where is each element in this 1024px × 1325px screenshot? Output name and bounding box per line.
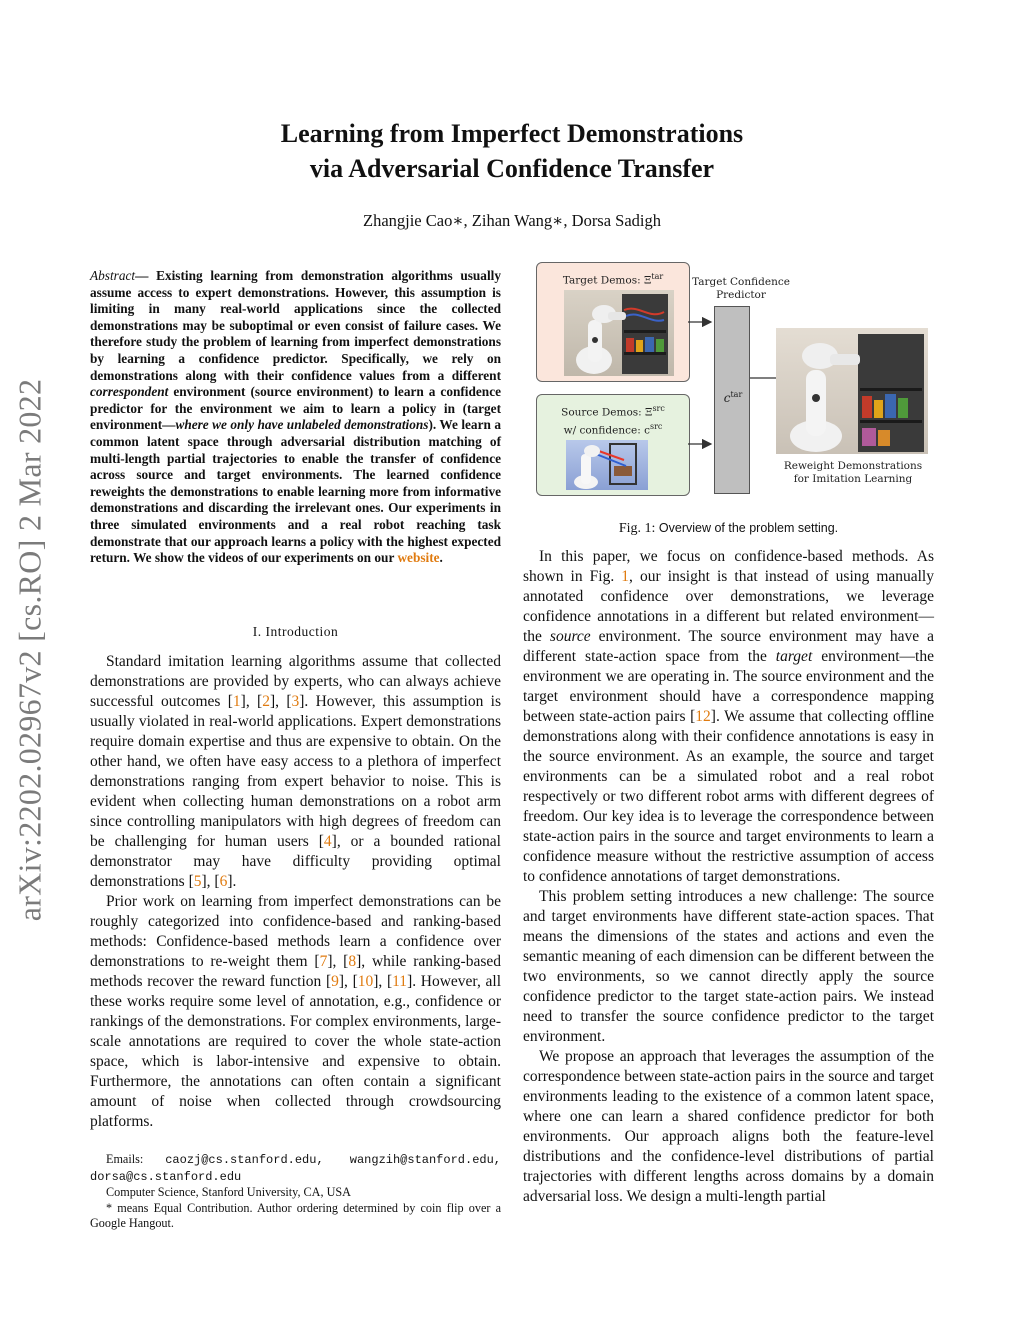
footnote-emails xyxy=(90,1152,501,1185)
source-confidence-text: w/ confidence: c xyxy=(563,424,650,436)
target-demos-sup: tar xyxy=(651,272,664,281)
source-demos-label xyxy=(538,402,688,437)
citation-link[interactable]: 9 xyxy=(331,973,339,990)
citation-link[interactable]: 10 xyxy=(357,973,374,990)
title-line-1: Learning from Imperfect Demonstrations xyxy=(280,119,744,148)
citation-link[interactable]: 5 xyxy=(193,873,202,890)
abstract xyxy=(90,268,501,567)
citation-link[interactable]: 12 xyxy=(695,708,711,725)
section-heading-introduction: I. Introduction xyxy=(252,624,339,639)
reweight-label-line-2: for Imitation Learning xyxy=(793,473,913,485)
robot-arm-real-icon xyxy=(776,328,928,454)
footnote-equal-contribution: * means Equal Contribution. Author ordering determined by coin flip over a Google Hangout. xyxy=(90,1200,501,1230)
right-paragraph-2: This problem setting introduces a new challenge: The source and target environments have different state-action spaces. That means the dimensions of the states and actions and even the semantic meaning of each dimension can be different between the two environments, so we cannot directly apply the source confidence predictor to the target state-action pairs. We instead need to transfer the source confidence predictor to the target environment. xyxy=(523,888,934,1045)
citation-link[interactable]: 7 xyxy=(319,953,328,970)
author-list: Zhangjie Cao∗, Zihan Wang∗, Dorsa Sadigh xyxy=(362,211,662,230)
c-tar-symbol: c xyxy=(723,391,731,405)
paragraph-text: environment—the environment we are operating in. The source environment and the target environment should have a correspondence mapping between state-action pairs [ xyxy=(523,648,934,725)
paragraph-text: Standard imitation learning algorithms assume that collected demonstrations are provided by experts, who can always achieve successful outcomes [ xyxy=(90,653,501,710)
abstract-label: Abstract xyxy=(90,268,136,283)
predictor-label-line-1: Target Confidence xyxy=(692,276,790,288)
paragraph-text: ]. xyxy=(227,873,237,890)
target-robot-photo xyxy=(564,290,674,376)
c-tar-sup: tar xyxy=(730,390,743,399)
reweight-label xyxy=(758,460,948,486)
paragraph-text: ]. However, all these works require some level of annotation, e.g., confidence or rankings of the demonstrations. For complex environments, large-scale annotations are required to cover the whole state-action space, which is labor-intensive and expensive to obtain. Furthermore, the annotations can often contain a significant amount of noise when collected through crowdsourcing platforms. xyxy=(90,973,501,1130)
right-column-text xyxy=(523,547,934,1207)
email-addresses: caozj@cs.stanford.edu, wangzih@stanford.edu, dorsa@cs.stanford.edu xyxy=(90,1153,501,1184)
paragraph-text: Prior work on learning from imperfect demonstrations can be roughly categorized into confidence-based and ranking-based methods: Confidence-based methods learn a confidence over demonstrations to re-weight them [ xyxy=(90,893,501,970)
arxiv-identifier: arXiv:2202.02967v2 [cs.RO] 2 Mar 2022 xyxy=(11,378,48,922)
right-paragraph-3: We propose an approach that leverages the assumption of the correspondence between state-action pairs in the source and target environments leading to the existence of a common latent space, where one can learn a shared confidence predictor for both environments. Our approach aligns both the feature-level distributions and the confidence-level distributions of partial trajectories with different lengths across domains by a domain adversarial loss. We design a multi-length partial xyxy=(523,1048,934,1205)
website-link[interactable]: website xyxy=(397,550,440,566)
source-confidence-line xyxy=(538,420,688,438)
citation-link[interactable]: 4 xyxy=(323,833,332,850)
source-demos-text: Source Demos: Ξ xyxy=(561,406,653,419)
paragraph-text: ], or a bounded rational demonstrator may have difficulty providing optimal demonstrations [ xyxy=(90,833,501,890)
figure-1 xyxy=(536,262,934,494)
reweight-label-line-1: Reweight Demonstrations xyxy=(783,460,923,472)
robot-arm-icon xyxy=(564,290,674,376)
reweight-robot-photo xyxy=(776,328,928,454)
paragraph-text: environment. The source environment may have a different state-action space from the xyxy=(523,628,935,665)
abstract-text: . xyxy=(439,550,443,566)
abstract-italic: correspondent xyxy=(90,384,169,400)
source-demos-line xyxy=(538,402,688,420)
paragraph-text: ], [ xyxy=(201,873,220,890)
citation-link[interactable]: 8 xyxy=(348,953,357,970)
title-line-2: via Adversarial Confidence Transfer xyxy=(309,154,715,183)
citation-link[interactable]: 2 xyxy=(262,693,270,710)
citation-link[interactable]: 1 xyxy=(232,693,241,710)
figure-1-caption xyxy=(523,521,934,537)
source-demos-sup: src xyxy=(652,404,665,413)
simulated-robot-icon xyxy=(566,440,648,490)
footnote-affiliation: Computer Science, Stanford University, CA, USA xyxy=(106,1185,351,1199)
paragraph-text: In this paper, we focus on confidence-based methods. As shown in Fig. xyxy=(523,548,934,585)
citation-link[interactable]: 3 xyxy=(291,693,300,710)
paragraph-text: ]. We assume that collecting offline demonstrations along with their confidence annotations is easy in the source environment. As an example, the source and target environments can be a simulated robot and a real robot respectively or two different robot arms with different degrees of freedom. Our key idea is to leverage the correspondence between state-action pairs in the source and target environments to learn a confidence measure without the restrictive assumption of access to confidence annotations of target demonstrations. xyxy=(523,708,935,885)
footnote xyxy=(90,1152,501,1232)
paragraph-text: ], [ xyxy=(338,973,358,990)
abstract-text: — Existing learning from demonstration algorithms usually assume access to expert demonstrations. However, this assumption is limiting in many real-world applications since the collected demonstrations may be suboptimal or even consist of failure cases. We therefore study the problem of learning from imperfect demonstrations by learning a confidence predictor. Specifically, we rely on demonstrations along with their confidence values from a different xyxy=(90,268,501,383)
intro-paragraph-2 xyxy=(90,892,501,1132)
paper-title xyxy=(150,116,874,186)
emails-label: Emails: xyxy=(106,1152,166,1166)
paragraph-text: ]. However, this assumption is usually violated in real-world applications. Expert demonstrations require domain expertise and thus are expensive to obtain. On the other hand, we often have easy access to a plethora of imperfect demonstrations ranging from expert behavior to noise. This is evident when collecting human demonstrations on a robot arm since controlling manipulators with high degrees of freedom can be challenging for human users [ xyxy=(90,693,501,850)
target-demos-label xyxy=(538,270,688,288)
intro-text xyxy=(90,652,501,1132)
right-paragraph-1 xyxy=(523,547,934,887)
figure-caption-label: Fig. 1: xyxy=(618,521,656,536)
predictor-label-line-2: Predictor xyxy=(716,289,766,301)
paragraph-text: ], while ranking-based methods recover the reward function [ xyxy=(90,953,501,990)
paragraph-italic: source xyxy=(549,628,591,645)
predictor-label xyxy=(686,276,796,302)
citation-link[interactable]: 11 xyxy=(392,973,408,990)
intro-paragraph-1 xyxy=(90,652,501,892)
citation-link[interactable]: 6 xyxy=(219,873,228,890)
paragraph-text: ], [ xyxy=(240,693,263,710)
arxiv-sidebar xyxy=(10,360,50,940)
paragraph-text: , our insight is that instead of using manually annotated confidence over demonstrations, we leverage confidence annotations in a different but related environment—the xyxy=(523,568,934,645)
c-tar-label xyxy=(716,388,750,405)
target-demos-text: Target Demos: Ξ xyxy=(562,274,652,287)
paragraph-italic: target xyxy=(775,648,813,665)
paragraph-text: ], [ xyxy=(327,953,349,970)
figure-caption-text: Overview of the problem setting. xyxy=(658,521,839,535)
abstract-text: environment (source environment) to learn a confidence predictor for the environment we aim to learn a policy in (target environment— xyxy=(90,384,501,433)
paragraph-text: ], [ xyxy=(269,693,292,710)
source-sim-photo xyxy=(566,440,648,490)
paragraph-text: ], [ xyxy=(373,973,393,990)
figure-link[interactable]: 1 xyxy=(621,568,630,585)
abstract-italic: where we only have unlabeled demonstrations xyxy=(175,417,429,433)
source-confidence-sup: src xyxy=(649,421,663,431)
abstract-text: ). We learn a common latent space through adversarial distribution matching of multi-length partial trajectories to enable the transfer of confidence across source and target environments. The learned confidence reweights the demonstrations to enable learning more from informative demonstrations and discarding the irrelevant ones. Our experiments in three simulated environments and a real robot reaching task demonstrate that our approach learns a policy with the highest expected return. We show the videos of our experiments on our xyxy=(90,417,501,566)
